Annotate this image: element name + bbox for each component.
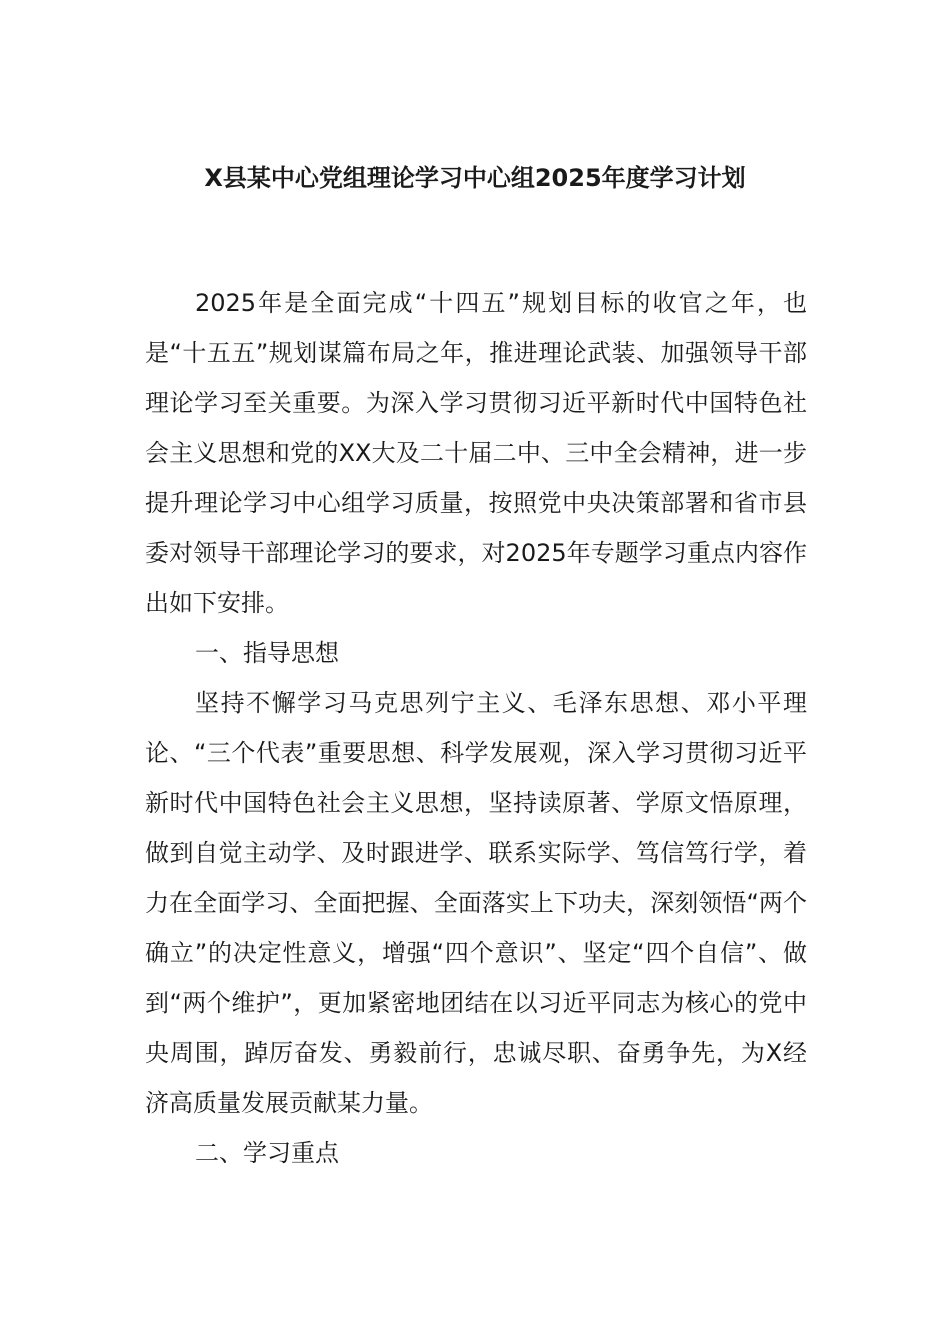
guiding-ideology-paragraph: 坚持不懈学习马克思列宁主义、毛泽东思想、邓小平理论、“三个代表”重要思想、科学发展观，深入学习贯彻习近平新时代中国特色社会主义思想，坚持读原著、学原文悟原理，做到自觉主动学、及时跟进学、联系实际学、笃信笃行学，着力在全面学习、全面把握、全面落实上下功夫，深刻领悟“两个确立”的决定性意义，增强“四个意识”、坚定“四个自信”、做到“两个维护”，更加紧密地团结在以习近平同志为核心的党中央周围，踔厉奋发、勇毅前行，忠诚尽职、奋勇争先，为X经济高质量发展贡献某力量。 [145,689,807,1117]
section-heading-study-focus: 二、学习重点 [195,1139,339,1167]
intro-paragraph: 2025年是全面完成“十四五”规划目标的收官之年，也是“十五五”规划谋篇布局之年，推进理论武装、加强领导干部理论学习至关重要。为深入学习贯彻习近平新时代中国特色社会主义思想和党的XX大及二十届二中、三中全会精神，进一步提升理论学习中心组学习质量，按照党中央决策部署和省市县委对领导干部理论学习的要求，对2025年专题学习重点内容作出如下安排。 [145,289,807,617]
section-heading-guiding-ideology: 一、指导思想 [195,639,339,667]
document-title: X县某中心党组理论学习中心组2025年度学习计划 [204,164,746,192]
document-body [145,278,807,1178]
